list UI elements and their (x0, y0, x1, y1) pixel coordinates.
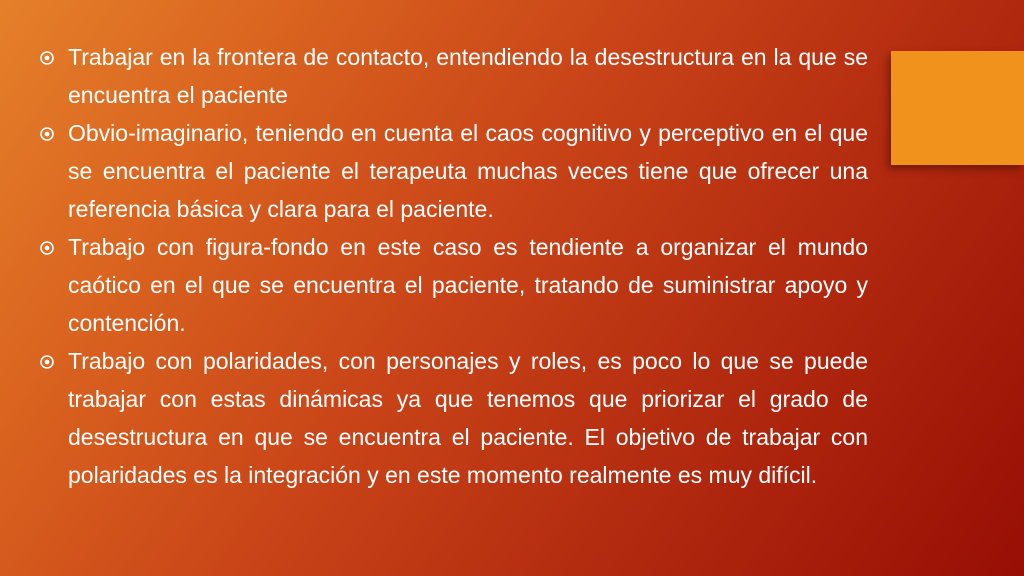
bullet-list (40, 38, 868, 494)
bullet-text: Obvio-imaginario, teniendo en cuenta el caos cognitivo y perceptivo en el que se encuentra el paciente el terapeuta muchas veces tiene que ofrecer una referencia básica y clara para el paciente. (68, 120, 868, 222)
bullet-text: Trabajo con polaridades, con personajes y roles, es poco lo que se puede trabajar con estas dinámicas ya que tenemos que priorizar el grado de desestructura en que se encuentra el paciente. El objetivo de trabajar con polaridades es la integración y en este momento realmente es muy difícil. (68, 348, 868, 488)
circled-dot-bullet-icon (40, 51, 54, 65)
bullet-item (40, 228, 868, 342)
circled-dot-bullet-icon (40, 355, 54, 369)
accent-square (891, 51, 1024, 165)
bullet-text: Trabajar en la frontera de contacto, entendiendo la desestructura en la que se encuentra el paciente (68, 44, 868, 108)
circled-dot-bullet-icon (40, 127, 54, 141)
bullet-text: Trabajo con figura-fondo en este caso es tendiente a organizar el mundo caótico en el que se encuentra el paciente, tratando de suministrar apoyo y contención. (68, 234, 868, 336)
bullet-item (40, 114, 868, 228)
bullet-item (40, 38, 868, 114)
bullet-item (40, 342, 868, 494)
circled-dot-bullet-icon (40, 241, 54, 255)
